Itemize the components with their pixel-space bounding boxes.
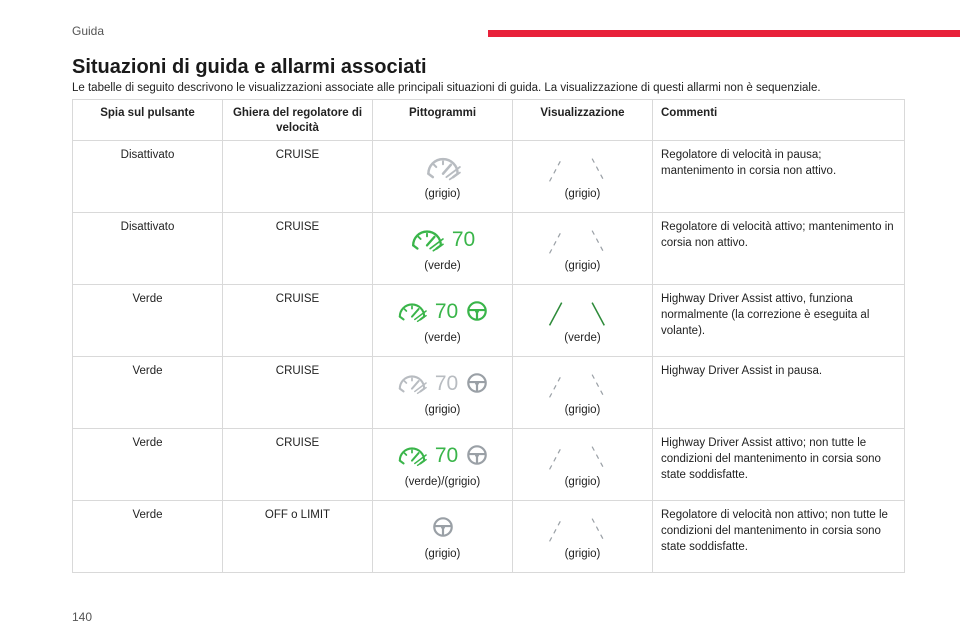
lane-caption: (grigio) <box>564 404 601 416</box>
picto-caption: (verde)/(grigio) <box>404 476 481 488</box>
page-number: 140 <box>72 610 93 624</box>
cell-spia: Disattivato <box>73 213 223 285</box>
picto-caption: (grigio) <box>424 548 461 560</box>
cruise-gauge-icon <box>410 225 444 253</box>
cell-spia: Disattivato <box>73 141 223 213</box>
header-spia: Spia sul pulsante <box>73 100 223 141</box>
steering-wheel-icon <box>466 372 488 394</box>
cell-visualizzazione <box>513 141 653 213</box>
lane-lines-icon <box>545 373 621 399</box>
lane-caption: (grigio) <box>564 476 601 488</box>
picto-caption: (grigio) <box>424 188 461 200</box>
lane-caption: (grigio) <box>564 548 601 560</box>
cell-ghiera: CRUISE <box>223 357 373 429</box>
lane-caption: (grigio) <box>564 260 601 272</box>
cell-spia: Verde <box>73 357 223 429</box>
lane-lines-icon <box>545 157 621 183</box>
lane-caption: (grigio) <box>564 188 601 200</box>
cell-comment: Highway Driver Assist attivo, funziona normalmente (la correzione è eseguita al volante). <box>653 285 905 357</box>
cell-visualizzazione <box>513 213 653 285</box>
cell-comment: Regolatore di velocità non attivo; non tutte le condizioni del mantenimento in corsia sono state soddisfatte. <box>653 501 905 573</box>
cell-pittogramma <box>373 285 513 357</box>
cell-pittogramma <box>373 429 513 501</box>
cruise-gauge-icon <box>425 152 461 182</box>
lane-lines-icon <box>545 229 621 255</box>
table-row <box>73 213 905 285</box>
cell-comment: Highway Driver Assist in pausa. <box>653 357 905 429</box>
header-ghiera: Ghiera del regolatore di velocità <box>223 100 373 141</box>
cell-comment: Regolatore di velocità in pausa; mantenimento in corsia non attivo. <box>653 141 905 213</box>
cruise-gauge-icon <box>397 370 427 396</box>
page-title: Situazioni di guida e allarmi associati <box>72 56 427 78</box>
speed-value: 70 <box>434 443 459 467</box>
table-row <box>73 141 905 213</box>
cell-spia: Verde <box>73 429 223 501</box>
lane-caption: (verde) <box>564 332 601 344</box>
cell-comment: Highway Driver Assist attivo; non tutte le condizioni del mantenimento in corsia sono state soddisfatte. <box>653 429 905 501</box>
header-commenti: Commenti <box>653 100 905 141</box>
cell-pittogramma <box>373 213 513 285</box>
section-accent-bar <box>488 30 960 37</box>
cell-comment: Regolatore di velocità attivo; mantenimento in corsia non attivo. <box>653 213 905 285</box>
lane-lines-icon <box>545 301 621 327</box>
section-label: Guida <box>72 24 105 38</box>
cell-visualizzazione <box>513 501 653 573</box>
intro-text: Le tabelle di seguito descrivono le visualizzazioni associate alle principali situazioni di guida. La visualizzazione di questi allarmi non è sequenziale. <box>72 82 821 94</box>
header-pittogrammi: Pittogrammi <box>373 100 513 141</box>
table-row <box>73 501 905 573</box>
steering-wheel-icon <box>466 444 488 466</box>
picto-caption: (verde) <box>424 260 461 272</box>
table-header-row <box>73 100 905 141</box>
speed-value: 70 <box>434 371 459 395</box>
table-row <box>73 285 905 357</box>
cell-pittogramma <box>373 357 513 429</box>
cell-spia: Verde <box>73 501 223 573</box>
cell-ghiera: CRUISE <box>223 213 373 285</box>
cruise-gauge-icon <box>397 298 427 324</box>
speed-value: 70 <box>434 299 459 323</box>
cell-pittogramma <box>373 501 513 573</box>
lane-lines-icon <box>545 445 621 471</box>
cell-spia: Verde <box>73 285 223 357</box>
picto-caption: (verde) <box>424 332 461 344</box>
speed-value: 70 <box>451 227 476 251</box>
lane-lines-icon <box>545 517 621 543</box>
cruise-gauge-icon <box>397 442 427 468</box>
cell-ghiera: CRUISE <box>223 141 373 213</box>
table-row <box>73 357 905 429</box>
driving-situations-table <box>72 99 905 573</box>
cell-ghiera: OFF o LIMIT <box>223 501 373 573</box>
cell-visualizzazione <box>513 285 653 357</box>
cell-pittogramma <box>373 141 513 213</box>
cell-ghiera: CRUISE <box>223 429 373 501</box>
header-visualizzazione: Visualizzazione <box>513 100 653 141</box>
steering-wheel-icon <box>466 300 488 322</box>
cell-visualizzazione <box>513 429 653 501</box>
picto-caption: (grigio) <box>424 404 461 416</box>
cell-ghiera: CRUISE <box>223 285 373 357</box>
cell-visualizzazione <box>513 357 653 429</box>
table-row <box>73 429 905 501</box>
steering-wheel-icon <box>432 516 454 538</box>
